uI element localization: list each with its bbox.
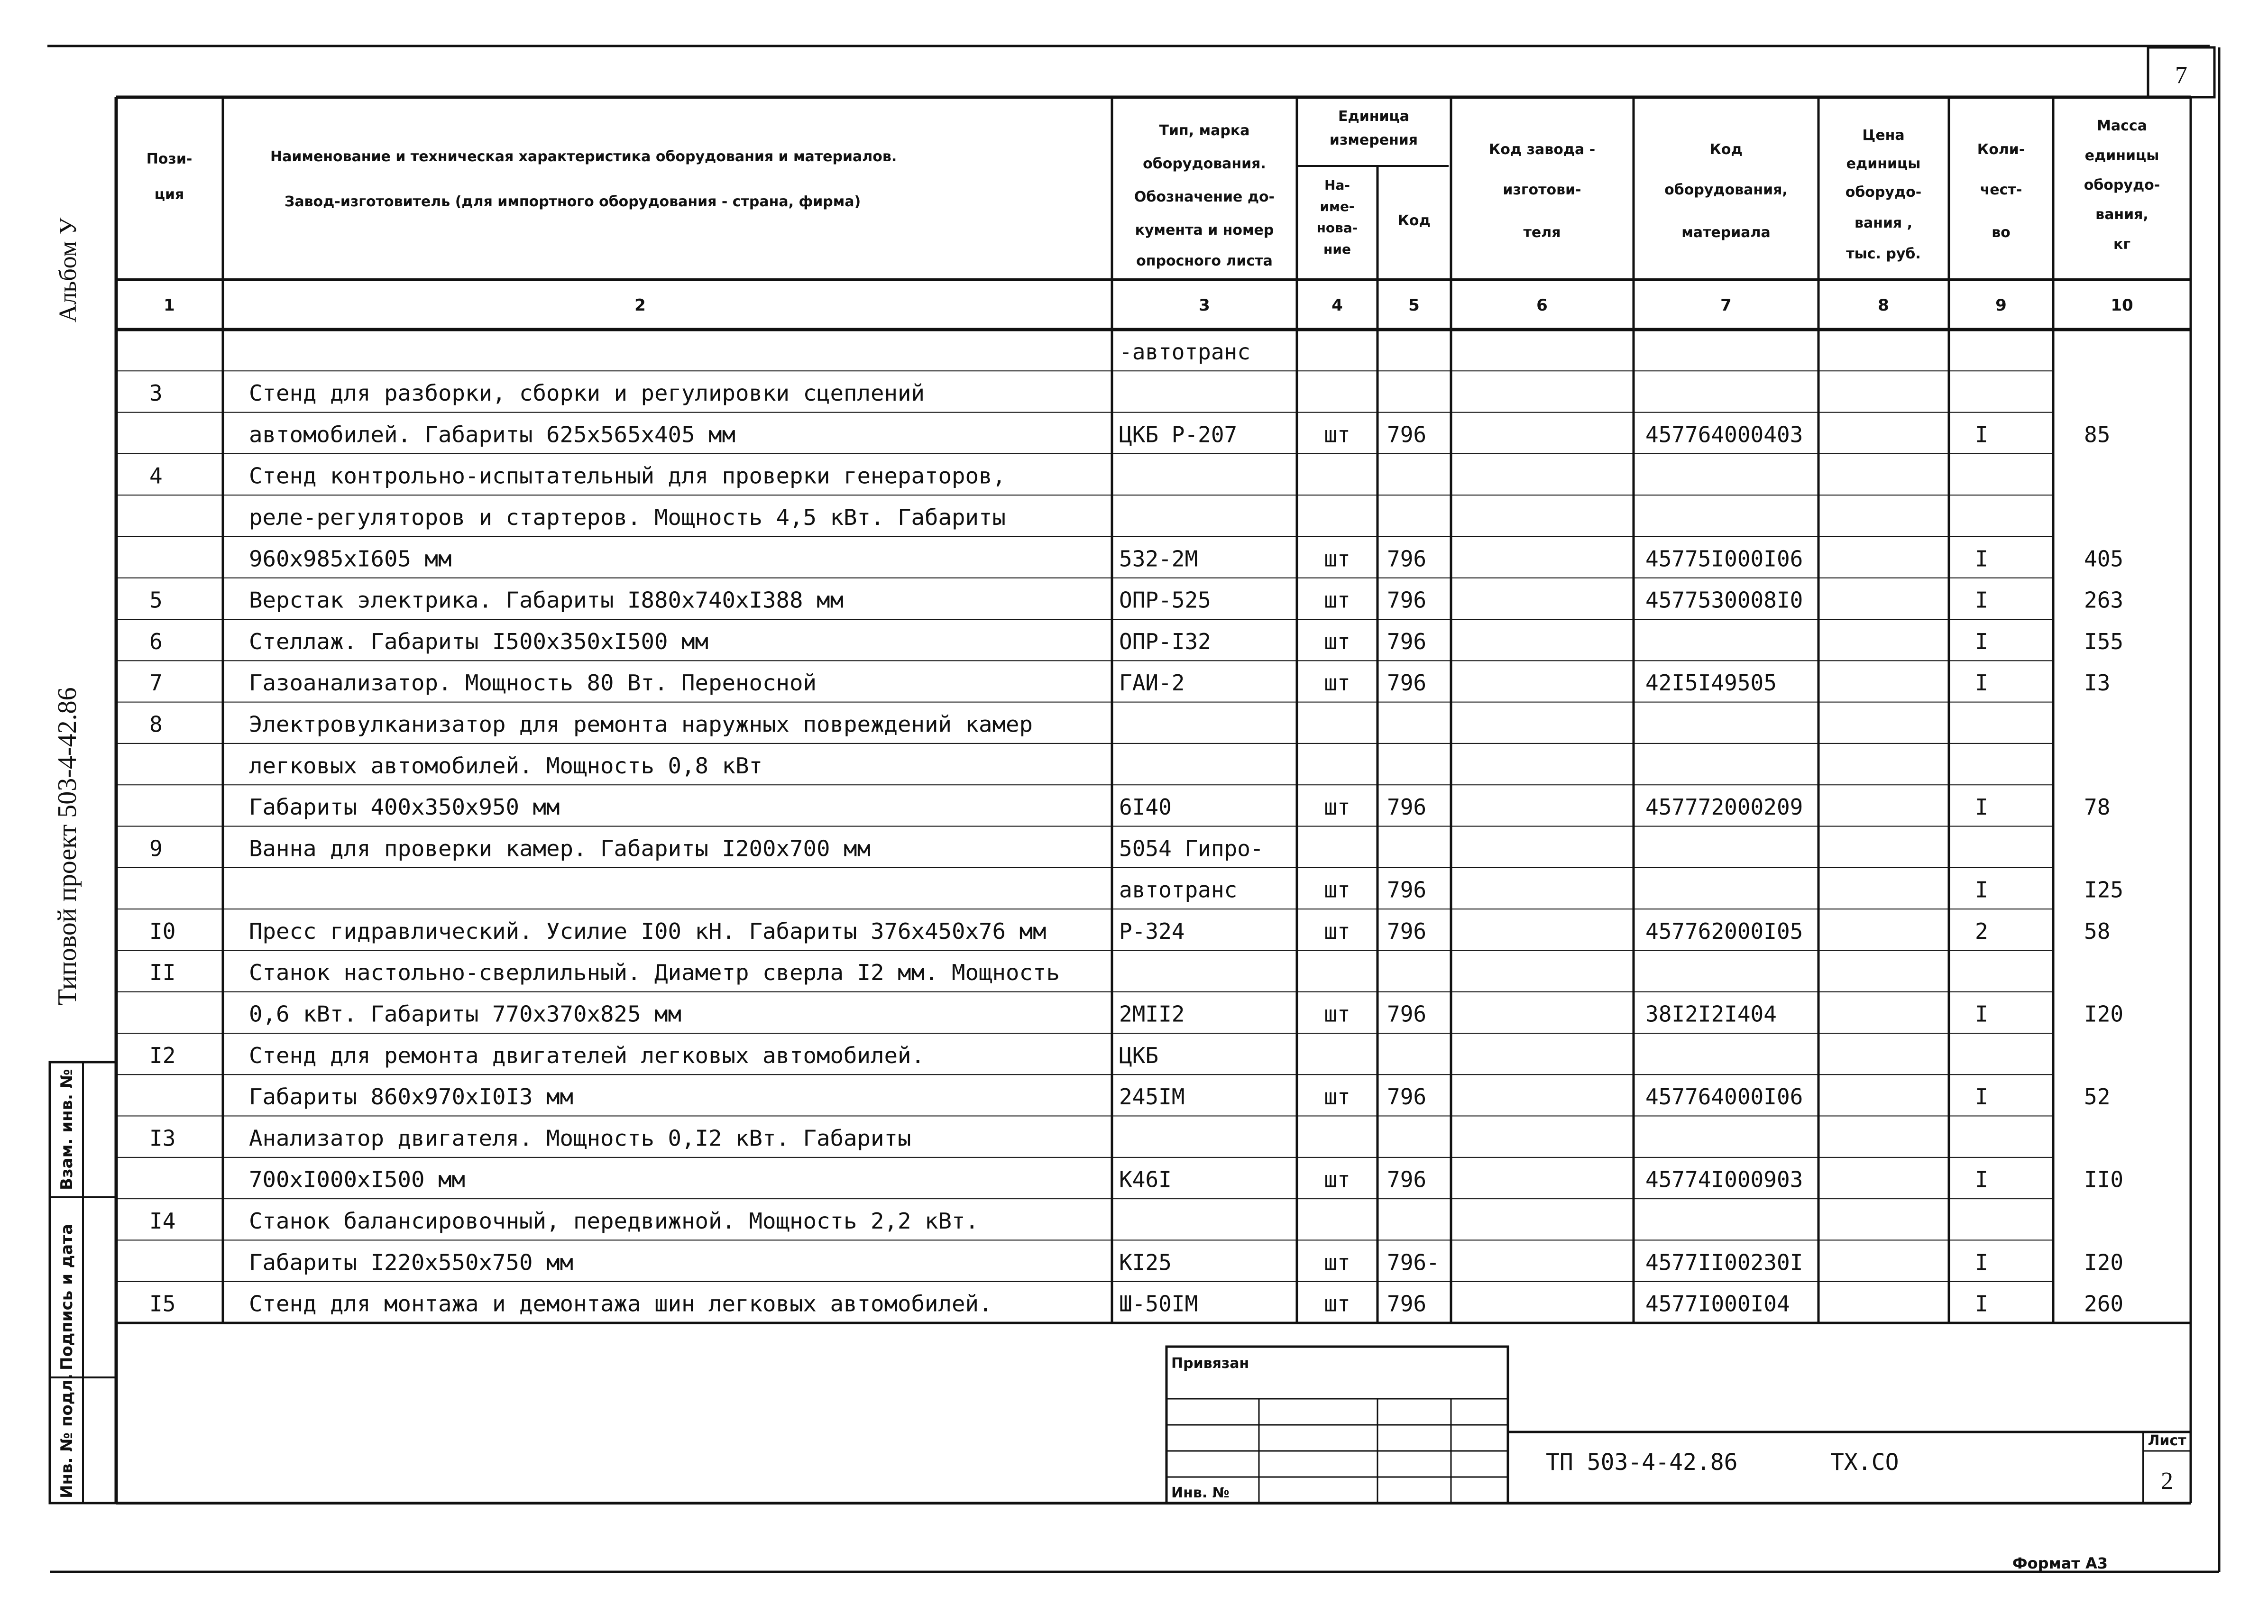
table-row bbox=[149, 587, 2123, 613]
stamp-vzam-inv: Взам. инв. № bbox=[57, 1069, 76, 1190]
hdr-col3-l4: кумента и номер bbox=[1135, 222, 1274, 239]
table-row bbox=[249, 422, 2110, 447]
cell-qty: I bbox=[1975, 587, 1988, 613]
cell-qty: I bbox=[1975, 1166, 1988, 1193]
cell-qty: I bbox=[1975, 546, 1988, 572]
cell-unit: шт bbox=[1324, 918, 1350, 944]
table-row bbox=[149, 711, 1033, 737]
cell-mass: I20 bbox=[2084, 1001, 2124, 1027]
cell-name: Электровулканизатор для ремонта наружных повреждений камер bbox=[249, 711, 1033, 737]
footer-sheet-value: 2 bbox=[2161, 1468, 2173, 1495]
cell-code: 796- bbox=[1387, 1249, 1440, 1275]
cell-pos: 7 bbox=[149, 670, 163, 696]
cell-unit: шт bbox=[1324, 422, 1350, 448]
table-row bbox=[249, 546, 2123, 571]
cell-qty: I bbox=[1975, 1084, 1988, 1110]
table-row bbox=[249, 1084, 2110, 1110]
cell-type: Ш-50IМ bbox=[1119, 1291, 1198, 1317]
table-row bbox=[1119, 877, 2123, 903]
cell-name: Пресс гидравлический. Усилие I00 кН. Габариты 376x450x76 мм bbox=[249, 918, 1047, 944]
cell-code: 796 bbox=[1387, 1001, 1427, 1027]
hdr-col7-l1: Код bbox=[1709, 141, 1743, 158]
hdr-col3-l1: Тип, марка bbox=[1159, 122, 1250, 139]
cell-type: ОПР-I32 bbox=[1119, 628, 1211, 654]
table-row bbox=[149, 1208, 979, 1234]
cell-equip: 4577I000I04 bbox=[1645, 1291, 1790, 1317]
cell-mass: I55 bbox=[2084, 628, 2124, 654]
cell-unit: шт bbox=[1324, 670, 1350, 696]
hdr-unit-group-l1: Единица bbox=[1338, 108, 1409, 125]
cell-name: Анализатор двигателя. Мощность 0,I2 кВт. Габариты bbox=[249, 1125, 911, 1151]
hdr-col4-l1: На- bbox=[1324, 177, 1350, 193]
cell-name: 700xI000xI500 мм bbox=[249, 1166, 465, 1193]
table-row bbox=[149, 1291, 2123, 1317]
colnum-6: 6 bbox=[1536, 296, 1548, 315]
cell-equip: 4577530008I0 bbox=[1645, 587, 1803, 613]
cell-type: ОПР-525 bbox=[1119, 587, 1211, 613]
cell-mass: 263 bbox=[2084, 587, 2124, 613]
hdr-col8-l3: оборудо- bbox=[1845, 184, 1922, 201]
colnum-5: 5 bbox=[1408, 296, 1420, 315]
cell-mass: 58 bbox=[2084, 918, 2111, 944]
table-row bbox=[149, 960, 1060, 985]
hdr-unit-group-l2: измерения bbox=[1329, 132, 1418, 148]
cell-name: Стенд для монтажа и демонтажа шин легковых автомобилей. bbox=[249, 1291, 992, 1317]
hdr-col10-l3: оборудо- bbox=[2084, 177, 2160, 193]
table-row bbox=[249, 753, 762, 779]
colnum-10: 10 bbox=[2111, 296, 2133, 315]
stamp-signature-date: Подпись и дата bbox=[57, 1224, 76, 1370]
cell-name: автомобилей. Габариты 625x565x405 мм bbox=[249, 422, 735, 448]
hdr-col7-l3: материала bbox=[1681, 224, 1771, 241]
sheet-number-box bbox=[2148, 47, 2214, 97]
cell-unit: шт bbox=[1324, 1291, 1350, 1317]
footer-privyazan: Привязан bbox=[1171, 1355, 1249, 1372]
colnum-1: 1 bbox=[164, 296, 175, 315]
cell-type: 2МII2 bbox=[1119, 1001, 1185, 1027]
cell-type: ГАИ-2 bbox=[1119, 670, 1185, 696]
cell-mass: I3 bbox=[2084, 670, 2111, 696]
cell-code: 796 bbox=[1387, 918, 1427, 944]
cell-code: 796 bbox=[1387, 1084, 1427, 1110]
cell-mass: I25 bbox=[2084, 877, 2124, 903]
table-row bbox=[149, 918, 2110, 944]
colnum-9: 9 bbox=[1995, 296, 2007, 315]
cell-mass: 405 bbox=[2084, 546, 2124, 572]
cell-code: 796 bbox=[1387, 1291, 1427, 1317]
cell-mass: 260 bbox=[2084, 1291, 2124, 1317]
cell-qty: I bbox=[1975, 1001, 1988, 1027]
cell-type: ЦКБ Р-207 bbox=[1119, 422, 1238, 448]
cell-equip: 457762000I05 bbox=[1645, 918, 1803, 944]
title-block bbox=[1166, 1347, 2191, 1503]
cell-pos: 5 bbox=[149, 587, 163, 613]
table-row bbox=[1119, 339, 1250, 365]
cell-equip: 457764000I06 bbox=[1645, 1084, 1803, 1110]
cell-pos: 9 bbox=[149, 835, 163, 862]
table-row bbox=[249, 505, 1006, 530]
cell-qty: 2 bbox=[1975, 918, 1988, 944]
cell-name: 0,6 кВт. Габариты 770x370x825 мм bbox=[249, 1001, 681, 1027]
hdr-col6-l1: Код завода - bbox=[1488, 141, 1596, 158]
table-row bbox=[149, 1125, 911, 1151]
cell-mass: 85 bbox=[2084, 422, 2111, 448]
hdr-col3-l3: Обозначение до- bbox=[1134, 189, 1275, 205]
stamp-inv-podl: Инв. № подл. bbox=[57, 1373, 76, 1498]
hdr-col9-l2: чест- bbox=[1980, 182, 2022, 198]
cell-equip: 45774I000903 bbox=[1645, 1166, 1803, 1193]
cell-code: 796 bbox=[1387, 422, 1427, 448]
table-body bbox=[116, 339, 2123, 1317]
table-row bbox=[149, 835, 1264, 861]
cell-pos: I3 bbox=[149, 1125, 176, 1151]
cell-name: Стенд для разборки, сборки и регулировки сцеплений bbox=[249, 380, 925, 406]
hdr-col10-l4: вания, bbox=[2095, 206, 2149, 223]
cell-code: 796 bbox=[1387, 794, 1427, 820]
cell-qty: I bbox=[1975, 422, 1988, 448]
format-label: Формат А3 bbox=[2012, 1554, 2108, 1572]
hdr-col8-l2: единицы bbox=[1846, 156, 1921, 172]
cell-name: Габариты I220x550x750 мм bbox=[249, 1249, 573, 1275]
cell-code: 796 bbox=[1387, 546, 1427, 572]
hdr-col8-l1: Цена bbox=[1862, 127, 1905, 144]
cell-pos: 4 bbox=[149, 463, 163, 489]
side-stamp bbox=[50, 1062, 116, 1503]
cell-qty: I bbox=[1975, 628, 1988, 654]
table-row bbox=[149, 463, 1006, 489]
album-label: Альбом У bbox=[55, 217, 82, 322]
cell-name: Габариты 860x970xI0I3 мм bbox=[249, 1084, 573, 1110]
cell-pos: II bbox=[149, 960, 176, 986]
cell-mass: II0 bbox=[2084, 1166, 2124, 1193]
hdr-col2-l1: Наименование и техническая характеристика оборудования и материалов. bbox=[270, 148, 897, 165]
colnum-8: 8 bbox=[1878, 296, 1889, 315]
cell-pos: I5 bbox=[149, 1291, 176, 1317]
hdr-col2-l2: Завод-изготовитель (для импортного оборудования - страна, фирма) bbox=[285, 193, 861, 210]
cell-unit: шт bbox=[1324, 1166, 1350, 1193]
cell-unit: шт bbox=[1324, 546, 1350, 572]
hdr-col10-l2: единицы bbox=[2084, 147, 2159, 164]
cell-name: легковых автомобилей. Мощность 0,8 кВт bbox=[249, 752, 762, 779]
cell-name: Станок балансировочный, передвижной. Мощность 2,2 кВт. bbox=[249, 1208, 979, 1234]
cell-equip: 457772000209 bbox=[1645, 794, 1803, 820]
colnum-7: 7 bbox=[1720, 296, 1732, 315]
hdr-col1-l2: ция bbox=[154, 186, 184, 203]
cell-pos: 3 bbox=[149, 380, 163, 406]
cell-name: Ванна для проверки камер. Габариты I200x700 мм bbox=[249, 835, 871, 862]
hdr-col10-l1: Масса bbox=[2097, 118, 2147, 134]
cell-equip: 38I2I2I404 bbox=[1645, 1001, 1777, 1027]
cell-name: 960x985xI605 мм bbox=[249, 546, 452, 572]
cell-type: 532-2М bbox=[1119, 546, 1198, 572]
table-row bbox=[249, 794, 2110, 820]
sheet-number: 7 bbox=[2175, 62, 2187, 89]
cell-name: Стенд контрольно-испытательный для проверки генераторов, bbox=[249, 463, 1006, 489]
cell-unit: шт bbox=[1324, 794, 1350, 820]
cell-unit: шт bbox=[1324, 1249, 1350, 1275]
cell-code: 796 bbox=[1387, 670, 1427, 696]
table-row bbox=[149, 1043, 1158, 1068]
cell-equip: 45775I000I06 bbox=[1645, 546, 1803, 572]
colnum-4: 4 bbox=[1331, 296, 1343, 315]
cell-qty: I bbox=[1975, 877, 1988, 903]
footer-inv-no: Инв. № bbox=[1171, 1485, 1230, 1501]
cell-pos: 6 bbox=[149, 628, 163, 654]
cell-name: Верстак электрика. Габариты I880x740xI388 мм bbox=[249, 587, 844, 613]
cell-code: 796 bbox=[1387, 628, 1427, 654]
table-row bbox=[149, 380, 925, 406]
cell-unit: шт bbox=[1324, 628, 1350, 654]
table-row bbox=[249, 1001, 2123, 1027]
hdr-col1-l1: Пози- bbox=[146, 151, 193, 167]
cell-mass: I20 bbox=[2084, 1249, 2124, 1275]
colnum-3: 3 bbox=[1199, 296, 1210, 315]
hdr-col10-l5: кг bbox=[2113, 236, 2131, 253]
cell-type: К46I bbox=[1119, 1166, 1172, 1193]
table-row bbox=[149, 670, 2110, 696]
cell-name: Станок настольно-сверлильный. Диаметр сверла I2 мм. Мощность bbox=[249, 960, 1060, 986]
footer-doc-code: ТП 503-4-42.86 bbox=[1546, 1449, 1738, 1476]
table-row bbox=[249, 1249, 2123, 1275]
column-numbers bbox=[164, 296, 2133, 315]
hdr-col4-l3: нова- bbox=[1316, 220, 1358, 236]
cell-mass: 52 bbox=[2084, 1084, 2111, 1110]
hdr-col6-l3: теля bbox=[1523, 224, 1561, 241]
cell-pos: I4 bbox=[149, 1208, 176, 1234]
colnum-2: 2 bbox=[634, 296, 646, 315]
hdr-col4-l2: име- bbox=[1320, 199, 1355, 214]
cell-type: ЦКБ bbox=[1119, 1042, 1159, 1068]
cell-name: Стенд для ремонта двигателей легковых автомобилей. bbox=[249, 1042, 925, 1068]
hdr-col5: Код bbox=[1397, 212, 1431, 229]
cell-name: Газоанализатор. Мощность 80 Вт. Переносной bbox=[249, 670, 817, 696]
cell-mass: 78 bbox=[2084, 794, 2111, 820]
hdr-col7-l2: оборудования, bbox=[1664, 182, 1788, 198]
cell-type: 245IМ bbox=[1119, 1084, 1185, 1110]
cell-type: 6I40 bbox=[1119, 794, 1172, 820]
cell-unit: шт bbox=[1324, 1001, 1350, 1027]
cell-type: Р-324 bbox=[1119, 918, 1185, 944]
cell-type: КI25 bbox=[1119, 1249, 1172, 1275]
cell-unit: шт bbox=[1324, 1084, 1350, 1110]
hdr-col3-l2: оборудования. bbox=[1143, 156, 1266, 172]
cell-pos: I2 bbox=[149, 1042, 176, 1068]
hdr-col6-l2: изготови- bbox=[1503, 182, 1581, 198]
cell-equip: 4577II00230I bbox=[1645, 1249, 1803, 1275]
cell-name: Стеллаж. Габариты I500x350xI500 мм bbox=[249, 628, 708, 654]
cell-code: 796 bbox=[1387, 587, 1427, 613]
cell-name: Габариты 400x350x950 мм bbox=[249, 794, 560, 820]
cell-qty: I bbox=[1975, 794, 1988, 820]
table-row bbox=[249, 1167, 2123, 1193]
hdr-col8-l4: вания , bbox=[1854, 215, 1913, 231]
cell-qty: I bbox=[1975, 670, 1988, 696]
hdr-col8-l5: тыс. руб. bbox=[1846, 246, 1921, 262]
hdr-col9-l3: во bbox=[1992, 224, 2011, 241]
footer-doc-mark: ТХ.СО bbox=[1830, 1449, 1899, 1476]
cell-type: 5054 Гипро- bbox=[1119, 835, 1264, 862]
hdr-col4-l4: ние bbox=[1323, 241, 1351, 257]
cell-pos: 8 bbox=[149, 711, 163, 737]
table-header bbox=[147, 108, 2160, 269]
hdr-col3-l5: опросного листа bbox=[1136, 253, 1273, 269]
project-label: Типовой проект 503-4-42.86 bbox=[53, 687, 82, 1005]
cell-qty: I bbox=[1975, 1249, 1988, 1275]
cell-unit: шт bbox=[1324, 877, 1350, 903]
cell-qty: I bbox=[1975, 1291, 1988, 1317]
cell-type: -автотранс bbox=[1119, 339, 1250, 365]
footer-sheet-label: Лист bbox=[2148, 1432, 2186, 1449]
cell-name: реле-регуляторов и стартеров. Мощность 4,5 кВт. Габариты bbox=[249, 505, 1006, 531]
cell-code: 796 bbox=[1387, 1166, 1427, 1193]
table-row bbox=[149, 629, 2123, 654]
hdr-col9-l1: Коли- bbox=[1977, 141, 2025, 158]
cell-pos: I0 bbox=[149, 918, 176, 944]
cell-code: 796 bbox=[1387, 877, 1427, 903]
cell-type: автотранс bbox=[1119, 877, 1238, 903]
cell-equip: 42I5I49505 bbox=[1645, 670, 1777, 696]
cell-equip: 457764000403 bbox=[1645, 422, 1803, 448]
cell-unit: шт bbox=[1324, 587, 1350, 613]
